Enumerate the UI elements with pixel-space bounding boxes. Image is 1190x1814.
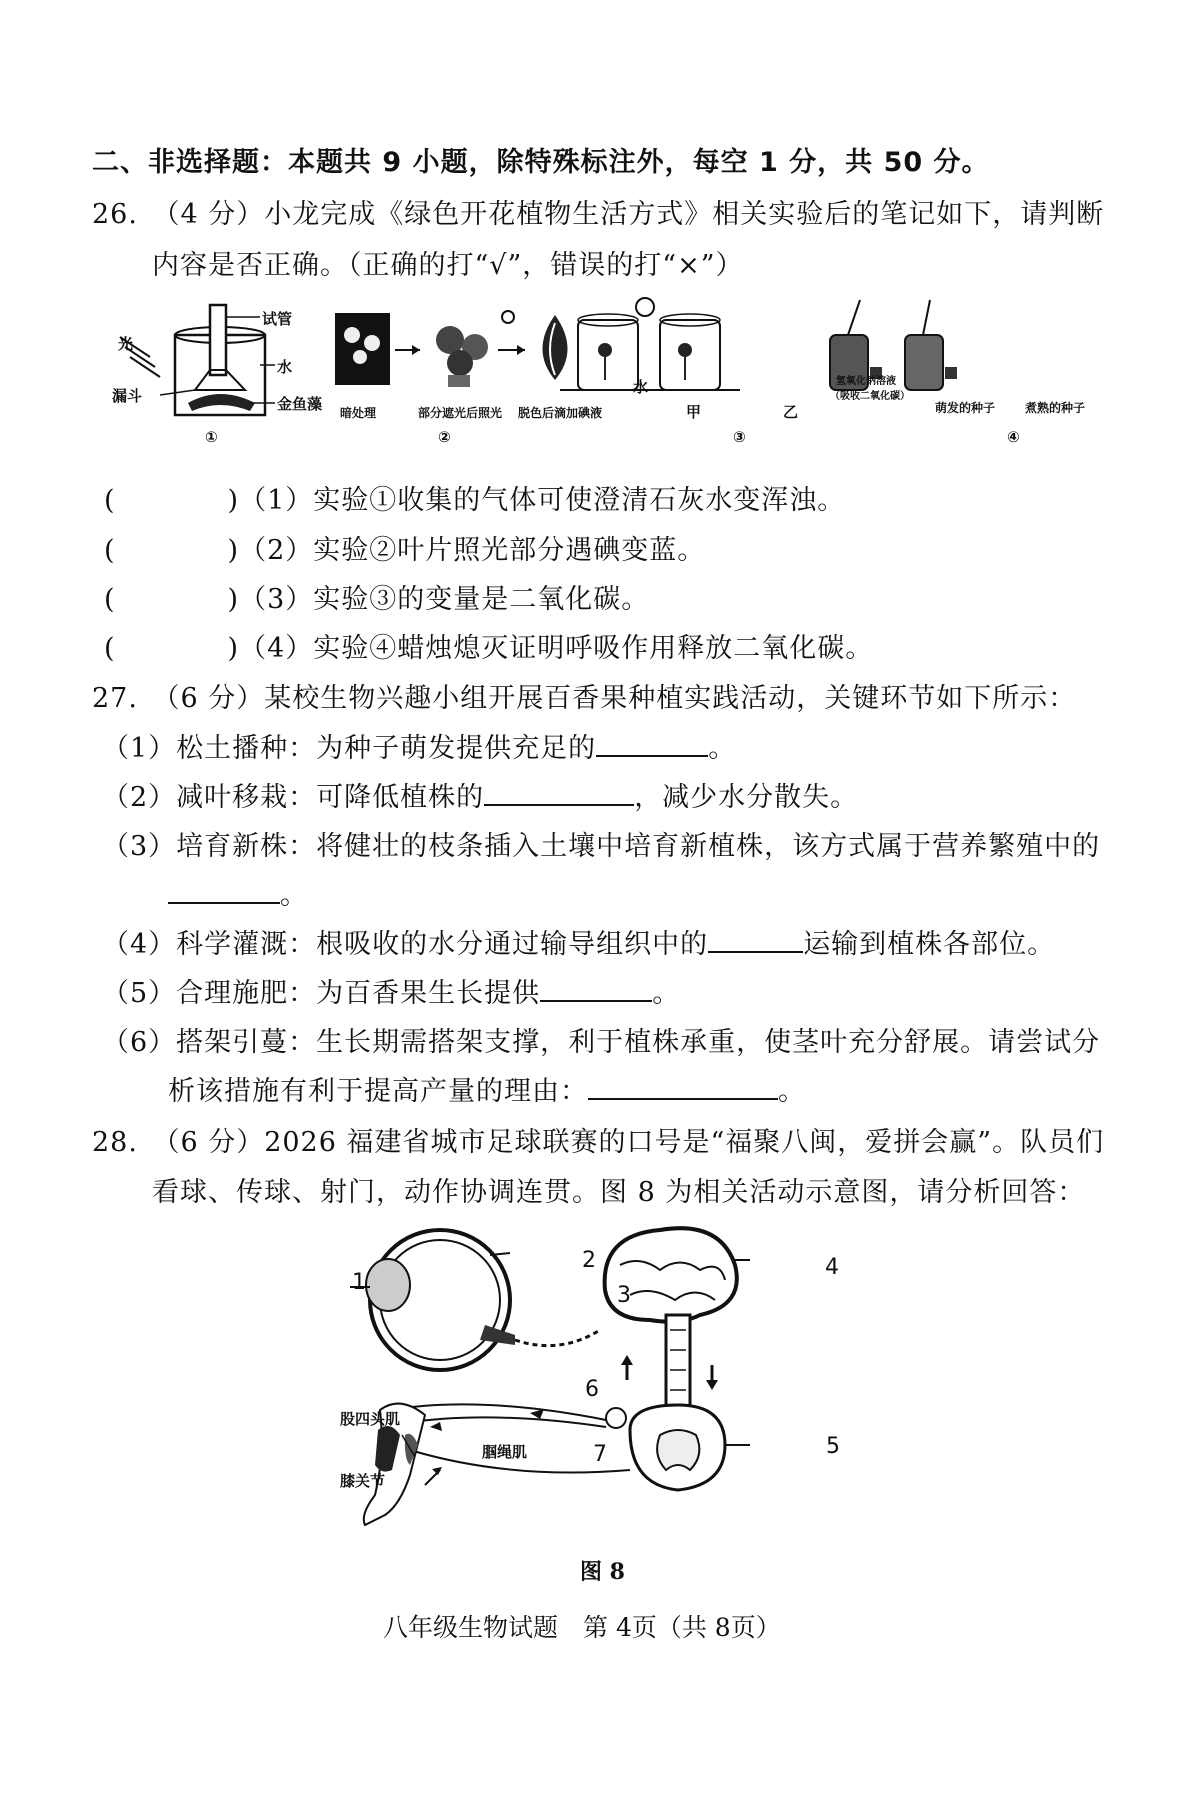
answer-blank-4[interactable] xyxy=(708,929,803,953)
q27-step-2 xyxy=(102,775,858,814)
quadriceps-label: 股四头肌 xyxy=(340,1410,401,1428)
answer-blank-2[interactable] xyxy=(484,782,634,806)
exp4-sprouting-label: 萌发的种子 xyxy=(935,401,996,415)
answer-blank-3[interactable] xyxy=(168,880,280,904)
hamstring-label: 腘绳肌 xyxy=(482,1443,528,1461)
q27-step-4-tail: 运输到植株各部位。 xyxy=(803,929,1056,960)
answer-blank-6[interactable] xyxy=(588,1076,778,1100)
fig8-label-7: 7 xyxy=(593,1442,607,1467)
answer-blank-1[interactable] xyxy=(596,733,708,757)
q27-step-3-answer xyxy=(168,873,308,912)
exp3-solution-label: 氢氧化钠溶液 xyxy=(836,376,896,387)
knee-joint-label: 膝关节 xyxy=(340,1472,386,1490)
q27-step-1-text: （1）松土播种：为种子萌发提供充足的 xyxy=(102,733,597,764)
fig8-label-5: 5 xyxy=(826,1434,840,1459)
eye-diagram xyxy=(350,1230,600,1370)
period: 。 xyxy=(708,733,737,764)
experiment-3-diagram xyxy=(560,295,740,390)
q26-item-3: ( )（3）实验③的变量是二氧化碳。 xyxy=(104,584,650,615)
period: 。 xyxy=(280,880,308,911)
answer-blank-5[interactable] xyxy=(540,978,652,1002)
exp3-number: ③ xyxy=(733,428,746,446)
exp1-number: ① xyxy=(205,428,218,446)
figure-8-caption: 图 8 xyxy=(580,1559,625,1585)
q26-item-4: ( )（4）实验④蜡烛熄灭证明呼吸作用释放二氧化碳。 xyxy=(104,633,874,664)
q27-step-3: （3）培育新株：将健壮的枝条插入土壤中培育新植株，该方式属于营养繁殖中的 xyxy=(102,831,1101,862)
q27-intro: 27. （6 分）某校生物兴趣小组开展百香果种植实践活动，关键环节如下所示： xyxy=(92,683,1077,714)
q27-step-4-text: （4）科学灌溉：根吸收的水分通过输导组织中的 xyxy=(102,929,709,960)
exp3-jia-label: 甲 xyxy=(686,403,702,421)
exp1-plant-label: 金鱼藻 xyxy=(277,395,323,413)
experiment-1-diagram xyxy=(120,305,275,415)
q26-item-1: ( )（1）实验①收集的气体可使澄清石灰水变浑浊。 xyxy=(104,485,846,516)
period: 。 xyxy=(652,978,681,1009)
spinal-cord-diagram xyxy=(606,1405,750,1490)
exp4-number: ④ xyxy=(1007,428,1020,446)
q27-step-4 xyxy=(102,922,1055,961)
q28-line1: 28. （6 分）2026 福建省城市足球联赛的口号是“福聚八闽，爱拼会赢”。队员们 xyxy=(92,1127,1105,1158)
exp1-tube-label: 试管 xyxy=(262,310,293,328)
exp2-number: ② xyxy=(438,428,451,446)
fig8-label-4: 4 xyxy=(825,1255,839,1280)
exp2-partial-label: 部分遮光后照光 xyxy=(418,406,503,420)
q27-step-6-cont xyxy=(168,1069,806,1108)
exp2-iodine-label: 脱色后滴加碘液 xyxy=(518,406,603,420)
fig8-label-2: 2 xyxy=(582,1248,596,1273)
q26-experiment-figure xyxy=(100,295,1100,455)
exp1-funnel-label: 漏斗 xyxy=(112,387,143,405)
exp1-light-label: 光 xyxy=(118,335,134,353)
fig8-label-3: 3 xyxy=(617,1283,631,1308)
period: 。 xyxy=(778,1076,806,1107)
exp3-yi-label: 乙 xyxy=(783,403,799,421)
fig8-label-1: 1 xyxy=(352,1270,366,1295)
q27-step-2-text: （2）减叶移栽：可降低植株的 xyxy=(102,782,485,813)
section-header: 二、非选择题：本题共 9 小题，除特殊标注外，每空 1 分，共 50 分。 xyxy=(92,147,990,178)
experiment-2-diagram xyxy=(335,311,568,387)
q27-step-5-text: （5）合理施肥：为百香果生长提供 xyxy=(102,978,541,1009)
q28-line2: 看球、传球、射门，动作协调连贯。图 8 为相关活动示意图，请分析回答： xyxy=(152,1177,1086,1208)
q26-line1: 26. （4 分）小龙完成《绿色开花植物生活方式》相关实验后的笔记如下，请判断 xyxy=(92,199,1105,230)
page-footer: 八年级生物试题 第 4页（共 8页） xyxy=(383,1613,781,1642)
exp3-water-label: 水 xyxy=(633,378,649,396)
exp4-boiled-label: 煮熟的种子 xyxy=(1025,401,1086,415)
exp1-water-label: 水 xyxy=(277,358,293,376)
exp2-dark-label: 暗处理 xyxy=(340,406,377,420)
q26-line2: 内容是否正确。（正确的打“√”，错误的打“×”） xyxy=(152,250,744,281)
q27-step-1 xyxy=(102,726,736,765)
q27-step-6-text: 析该措施有利于提高产量的理由： xyxy=(168,1076,588,1107)
exp3-note-label: （吸收二氧化碳） xyxy=(830,391,910,402)
fig8-label-6: 6 xyxy=(585,1377,599,1402)
q27-step-2-tail: ，减少水分散失。 xyxy=(634,782,859,813)
q26-item-2: ( )（2）实验②叶片照光部分遇碘变蓝。 xyxy=(104,535,706,566)
q27-step-5 xyxy=(102,971,680,1010)
q27-step-6: （6）搭架引蔓：生长期需搭架支撑，利于植株承重，使茎叶充分舒展。请尝试分 xyxy=(102,1027,1101,1058)
